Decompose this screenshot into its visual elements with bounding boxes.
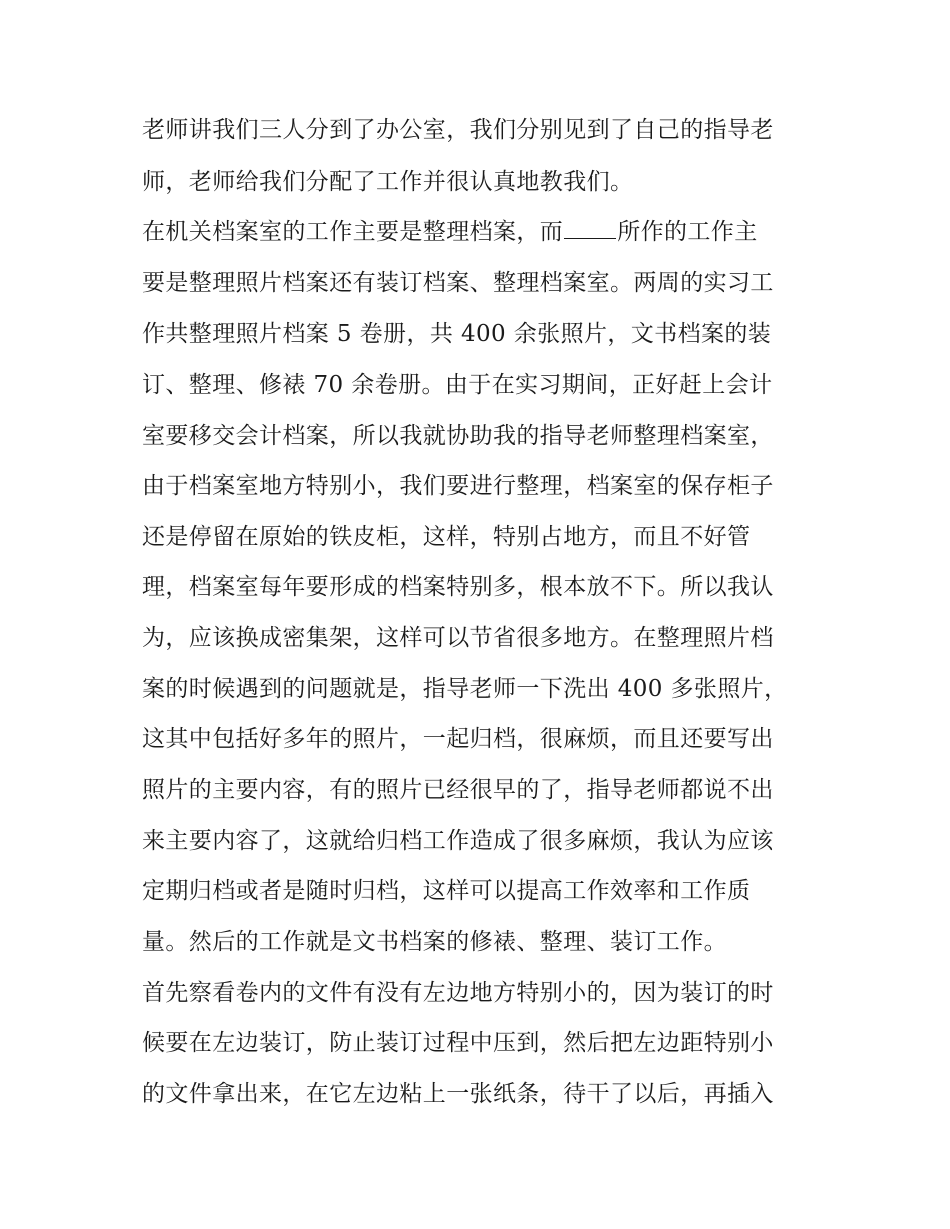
paragraph-line: 候要在左边装订，防止装订过程中压到，然后把左边距特别小 — [142, 1030, 774, 1056]
line-segment: 所作的工作主 — [617, 219, 758, 245]
paragraph-line: 由于档案室地方特别小，我们要进行整理，档案室的保存柜子 — [142, 473, 774, 499]
paragraph-line: 这其中包括好多年的照片，一起归档，很麻烦，而且还要写出 — [142, 726, 774, 752]
paragraph-line: 室要移交会计档案，所以我就协助我的指导老师整理档案室， — [142, 423, 774, 449]
paragraph-line: 案的时候遇到的问题就是，指导老师一下洗出 400 多张照片， — [142, 676, 788, 702]
paragraph-line: 来主要内容了，这就给归档工作造成了很多麻烦，我认为应该 — [142, 828, 774, 854]
paragraph-line: 量。然后的工作就是文书档案的修裱、整理、装订工作。 — [142, 929, 727, 955]
paragraph-line: 还是停留在原始的铁皮柜，这样，特别占地方，而且不好管 — [142, 524, 751, 550]
paragraph-line: 的文件拿出来，在它左边粘上一张纸条，待干了以后，再插入 — [142, 1081, 774, 1107]
paragraph-line: 首先察看卷内的文件有没有左边地方特别小的，因为装订的时 — [142, 980, 774, 1006]
paragraph-line: 定期归档或者是随时归档，这样可以提高工作效率和工作质 — [142, 878, 751, 904]
paragraph-line — [142, 217, 822, 247]
paragraph-line: 订、整理、修裱 70 余卷册。由于在实习期间，正好赶上会计 — [142, 372, 773, 398]
paragraph-line: 理，档案室每年要形成的档案特别多，根本放不下。所以我认 — [142, 574, 774, 600]
paragraph-line: 师，老师给我们分配了工作并很认真地教我们。 — [142, 169, 634, 195]
paragraph-line: 老师讲我们三人分到了办公室，我们分别见到了自己的指导老 — [142, 117, 774, 143]
paragraph-line: 作共整理照片档案 5 卷册，共 400 余张照片，文书档案的装 — [142, 321, 772, 347]
paragraph-line: 要是整理照片档案还有装订档案、整理档案室。两周的实习工 — [142, 270, 774, 296]
paragraph-line: 为，应该换成密集架，这样可以节省很多地方。在整理照片档 — [142, 625, 774, 651]
paragraph-line: 照片的主要内容，有的照片已经很早的了，指导老师都说不出 — [142, 777, 774, 803]
line-segment: 在机关档案室的工作主要是整理档案，而 — [142, 219, 564, 245]
fill-in-blank — [564, 220, 616, 239]
